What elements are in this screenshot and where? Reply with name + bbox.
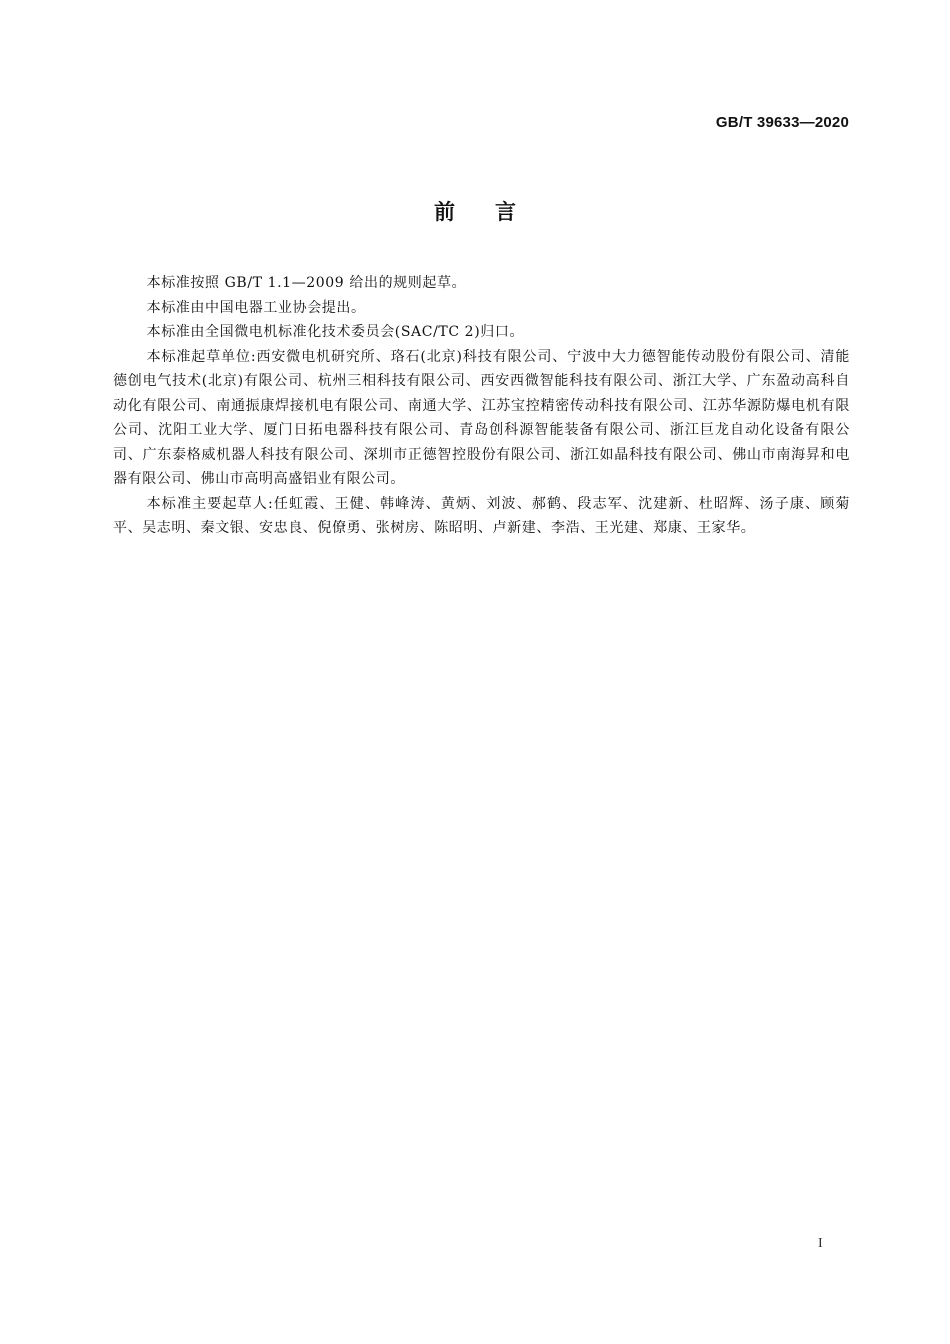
title-char-2: 言 (495, 200, 516, 224)
page-number: I (818, 1236, 823, 1251)
paragraph-drafting-rules: 本标准按照 GB/T 1.1—2009 给出的规则起草。 (146, 275, 467, 291)
paragraph-proposer: 本标准由中国电器工业协会提出。 (146, 299, 366, 316)
paragraph-drafters: 本标准主要起草人:任虹霞、王健、韩峰涛、黄炳、刘波、郝鹤、段志军、沈建新、杜昭辉、汤子康、顾菊平、吴志明、秦文银、安忠良、倪僚勇、张树房、陈昭明、卢新建、李浩、王光建、郑康、王家华。 (113, 495, 850, 536)
standard-number: GB/T 39633—2020 (715, 114, 849, 131)
page-title (0, 196, 950, 226)
paragraph-committee: 本标准由全国微电机标准化技术委员会(SAC/TC 2)归口。 (146, 324, 525, 340)
title-char-1: 前 (434, 200, 455, 224)
paragraph-drafting-units: 本标准起草单位:西安微电机研究所、珞石(北京)科技有限公司、宁波中大力德智能传动股份有限公司、清能德创电气技术(北京)有限公司、杭州三相科技有限公司、西安西微智能科技有限公司、浙江大学、广东盈动高科自动化有限公司、南通振康焊接机电有限公司、南通大学、江苏宝控精密传动科技有限公司、江苏华源防爆电机有限公司、沈阳工业大学、厦门日拓电器科技有限公司、青岛创科源智能装备有限公司、浙江巨龙自动化设备有限公司、广东泰格威机器人科技有限公司、深圳市正德智控股份有限公司、浙江如晶科技有限公司、佛山市南海昇和电器有限公司、佛山市高明高盛铝业有限公司。 (113, 348, 850, 487)
foreword-body (113, 271, 850, 541)
